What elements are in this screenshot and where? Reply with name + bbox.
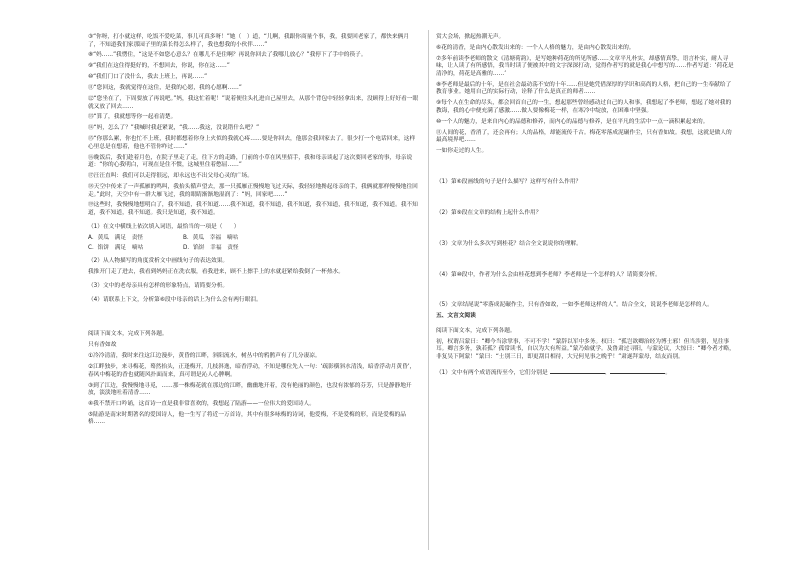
classical-passage: 初，权谓吕蒙曰：“卿今当涂掌事，不可不学！”蒙辞以军中多务。权曰：“孤岂欲卿治经为博士邪！但当涉猎，见往事耳。卿言多务，孰若孤？孤常读书，自以为大有所益。”蒙乃始就学。及鲁肃过寻阳，与蒙论议，大惊曰：“卿今者才略，非复吴下阿蒙！”蒙曰：“士别三日，即更刮目相待，大兄何见事之晚乎！”肃遂拜蒙母，结友而别。 [436,338,735,360]
column-divider [428,30,429,550]
question-1: （1）第⑥段画线的句子是什么描写？这样写有什么作用？ [436,178,582,185]
question-5: （5）文章结尾说“零落成泥碾作尘，只有香如故，一如李老师这样的人”。结合全文，说说李老师是怎样的人。 [436,302,713,309]
question-4: （4）请联系上下文，分析第⑥段中母亲的话上为什么会有两行眼泪。 [88,296,262,303]
paragraph: ⑨“我们在这住得挺好的，不想回去，你说，你在这……” [88,63,230,70]
section-heading: 五、文言文阅读 [436,313,476,320]
question-1: （1）在文中横线上依次填入词语，最恰当的一项是（ ） [88,223,240,230]
paragraph: ⑤陆游是南宋时期著名的爱国诗人，他一生写了将近一万首诗，其中有很多咏梅的诗词，他爱梅，不是爱梅的形，而是爱梅的品格…… [88,411,406,426]
paragraph: ⑪“您回这，我就觉得在这住，是我的心愿，我的心愿啊……” [88,85,242,92]
paragraph: ④我不禁开口吟诵，这首诗一直是我非常喜欢的，我想起了陆游——一位伟大的爱国诗人。 [88,401,315,407]
option-a: A．黄瓜 满足 责怪 [88,234,144,241]
left-column [88,34,420,430]
question-2: （2）第⑨段在文章的结构上起什么作用？ [436,209,542,216]
paragraph: ⑱天空中传来了一声孤雁的鸣叫，我抬头循声望去，那一只孤雁正慢慢地飞过天际，我轻轻地搀起母亲的手，我俩就那样慢慢地往回走。”此时，天空中有一群大雁飞过，我的眼睛渐渐地湿润了：“妈，回家吧……” [88,184,418,198]
paragraph: ⑨每个人在生命的尽头，都会回首自己的一生，想起那些曾经感动过自己的人和事，我想起了李老师，想起了她对我的教诲，我的心中便充满了感激……做人要像梅花一样，在寒冷中绽放，在困难中坚强。 [436,100,732,114]
paragraph: ①冷冷清清，我时来往这江边漫步，黄昏的江畔，斜阳流水，树丛中的鸦鹊声有了几分凄凉。 [88,353,321,360]
paragraph: ⑩“我们门口了没什么，我去上班上，再说……” [88,74,208,81]
paragraph: ⑮“你那么累，你也忙不上班，我时都想着你身上火似的我就心疼……要是你回去，他那会我回家去了。很少打一个电话回来，这样心里总是在想着，他也不管你咋过……” [88,136,416,150]
paragraph: ⑰汪汪直叫：我们可以走得很远，却永远也不出父母心灵的广场。 [88,173,253,180]
paragraph: ⑲这些时，我慢慢地想明白了，我不知道，我不知道……我不知道，我不知道，我不知道，我不知道，我不知道，我不知道。我不知道，我不知道，我不知道。我只是知道，我不知道。 [88,202,418,216]
question-2: （2）从人物描写的角度赏析文中画线句子的表达效果。 [88,257,229,264]
section-intro: 阅读下面文本，完成下列各题。 [436,327,516,334]
paragraph: ③“你呀，打小就这样，吃饭不爱吃菜，事儿可真多呀！”她（ ）道，“儿啊，我跟你商量个事，我，我要回老家了，都快来俩月了，不知道我们家那园子里的菜长得怎么样了，我也想我的小伙伴……” [88,34,410,48]
paragraph: ⑭“妈，怎么了？”我喊时我赶紧说，“我……我这，没说错什么吧？” [88,125,260,132]
paragraph: ⑩一个人的魅力，是来自内心的品德和修养，而内心的品德与修养，是在平凡的生活中一点一滴积累起来的。 [436,118,709,125]
answer-blank-2[interactable] [610,368,665,374]
question-text: （1）文中有两个成语流传至今，它们分别是 [436,369,548,376]
question-1-options [88,235,420,253]
question-3: （3）文章为什么多次写到桂花？结合全文说说你的理解。 [436,240,582,247]
paragraph: ⑥花的清香，是由内心散发出来的：一个人人格的魅力，是由内心散发出来的。 [436,44,635,51]
paragraph: ③到了江边，我慢慢地寻觅，……那一株梅花就在那边的江畔，幽幽地开着，没有艳丽的颜色，也没有浓郁的芬芳，只是静静地开放，淡淡地吐着清香…… [88,382,412,397]
paragraph: 一如你走过的人生。 [436,147,488,154]
paragraph: ⑯晚饭后，我们趁着月色，在院子里走了走，往下方的走路，门前的小草在风里招手，我和母亲谈起了这次要回老家的事，母亲说道：“你的心我明白，可现在是住不惯，这城里住着憋屈……” [88,154,413,169]
passage-title: 只有香如故 [88,342,117,349]
option-b: B．黄瓜 幸福 嘀咕 [183,234,239,241]
right-column [436,34,736,381]
question-4: （4）第⑩段中，作者为什么会由桂花想到李老师？李老师是一个怎样的人？请简要分析。 [436,271,661,278]
paragraph: ⑪人间的花，香消了，还会再有；人的品格，却能流传千古。梅花零落成泥碾作尘，只有香如故。我想，这就是做人的最高境界吧…… [436,129,732,144]
paragraph: ②江畔独步，来寻梅花，蓦然抬头，正逢梅开，几枝斜逸，暗香浮动，不知是哪位先人一句：‘疏影横斜水清浅，暗香浮动月黄昏’，春风中梅花的香也就随风扑面而来，真可谓是沁人心脾啊。 [88,364,416,378]
answer-blank-1[interactable] [550,368,605,374]
paragraph: ⑧李老师是最后的十年，是在社会最动荡不安的十年……但是她凭借深厚的学识和高尚的人格，把自己的一生奉献给了教育事业。她用自己的实际行动，诠释了什么是真正的师者…… [436,81,732,96]
classical-question-1: （1）文中有两个成语流传至今，它们分别是 、 。 [436,369,671,376]
paragraph: 赏大会场，掀起热潮无声。 [436,34,505,40]
paragraph: ⑧“妈……”我愣住，“这是不如您心意么？在哪儿不是住啊？再说你回去了我哪儿放心？”我停下了手中的筷子。 [88,52,367,59]
paragraph: ⑬“算了，我就想等你一起看清楚。 [88,114,177,121]
paragraph: ⑫“您坐在了，下周要放了再说吧。”妈，我这忙着呢！”说着便往头扎进自己屋里去，从那个背包中轻轻拿出来，没顾得上好好看一眼就又放了回去…… [88,96,419,110]
question-3: （3）文中的老母亲具有怎样的形象特点，请简要分析。 [88,282,229,289]
section-intro: 阅读下面文本，完成下列各题。 [88,331,168,338]
paragraph: ⑦多年前读李老师的散文《清塘荷韵》，是写她种荷花的所见所感……文章平凡朴实，却感情真挚，语言朴实，耐人寻味，让人读了有所感悟，我当时读了便被其中的文字深深打动，觉得作者写的就是我心中想写的……作者写道：‘荷花是清净的，荷花是高雅的……’ [436,55,734,77]
option-c: C．馅饼 满足 嘀咕 [88,245,144,252]
option-d: D．馅饼 幸福 责怪 [183,245,239,252]
question-2-quote: 我推开门走了进去，我看到妈妈正在洗衣服，看我进来，顾不上擦手上的水就赶紧给我倒了一杯热水。 [88,268,344,275]
